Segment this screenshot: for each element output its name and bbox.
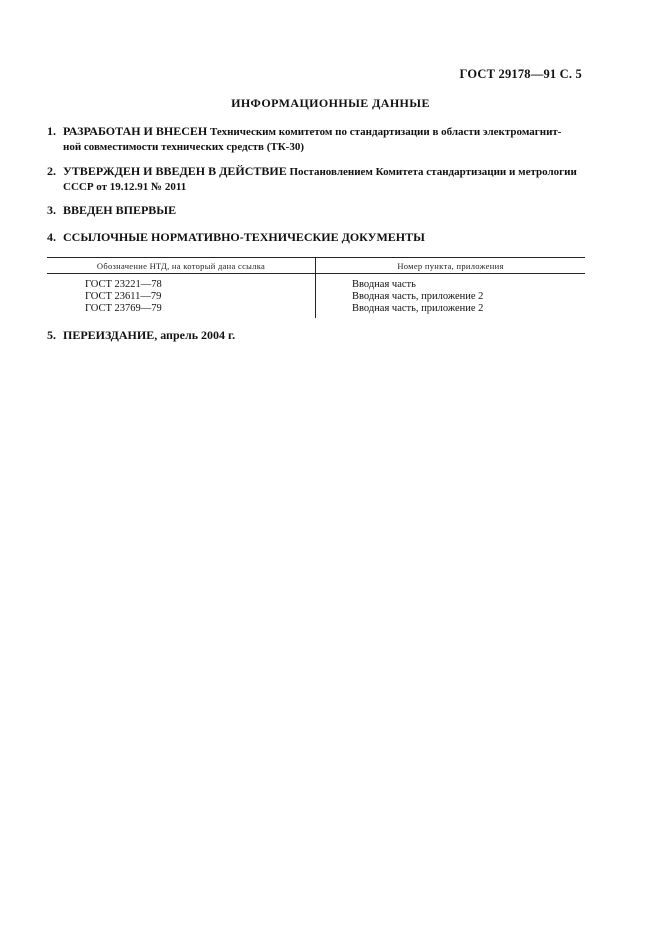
table-column-documents [85,279,162,315]
table-column-clauses [352,279,483,315]
item-number: 1. [47,124,56,138]
table-header-document: Обозначение НТД, на который дана ссылка [96,261,266,271]
item-lead: РАЗРАБОТАН И ВНЕСЕН [63,124,208,138]
table-cell-document: ГОСТ 23769—79 [85,303,162,314]
document-title: ИНФОРМАЦИОННЫЕ ДАННЫЕ [231,96,430,110]
item-number: 4. [47,230,56,244]
table-cell-document: ГОСТ 23611—79 [85,291,162,302]
item-lead: ПЕРЕИЗДАНИЕ, апрель 2004 г. [63,328,236,342]
info-item-references [47,230,587,246]
info-item-approved [47,164,587,195]
table-header-rule [47,273,585,274]
info-item-introduced [47,203,587,219]
item-lead: УТВЕРЖДЕН И ВВЕДЕН В ДЕЙСТВИЕ [63,164,287,178]
item-lead: ВВЕДЕН ВПЕРВЫЕ [63,203,177,217]
page-header: ГОСТ 29178—91 С. 5 [459,67,582,81]
item-text-line2: ной совместимости технических средств (ТК-30) [63,141,304,153]
item-number: 2. [47,164,56,178]
table-cell-clause: Вводная часть [352,279,416,290]
item-text-line2: СССР от 19.12.91 № 2011 [63,181,187,193]
item-number: 5. [47,328,56,342]
item-number: 3. [47,203,56,217]
item-text-line1: Техническим комитетом по стандартизации в области электромагнит- [207,126,562,138]
item-text-line1: Постановлением Комитета стандартизации и метрологии [286,166,577,178]
info-item-developed [47,124,587,155]
info-item-reissue [47,328,587,344]
table-cell-clause: Вводная часть, приложение 2 [352,291,484,302]
item-lead: ССЫЛОЧНЫЕ НОРМАТИВНО-ТЕХНИЧЕСКИЕ ДОКУМЕНТЫ [63,230,425,244]
table-cell-clause: Вводная часть, приложение 2 [352,303,484,314]
table-top-rule [47,257,585,258]
reference-documents-table [47,257,585,319]
table-cell-document: ГОСТ 23221—78 [85,279,162,290]
table-header-clause: Номер пункта, приложения [397,261,504,271]
